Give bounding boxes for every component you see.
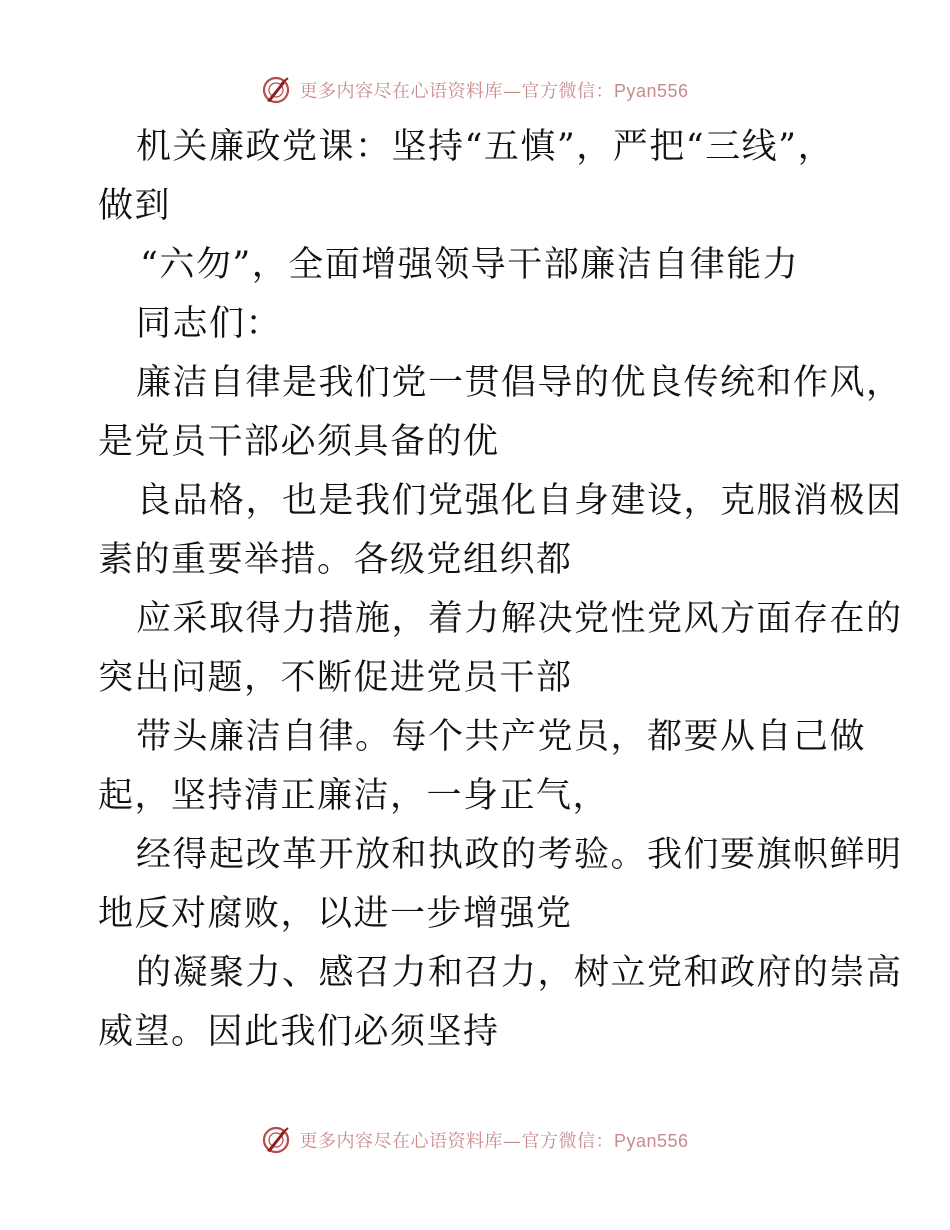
footer-watermark-banner: [0, 1120, 950, 1160]
salutation: 同志们：: [136, 304, 283, 344]
wechat-id: Pyan556: [613, 81, 689, 101]
quill-circle-logo-icon: [261, 1125, 291, 1155]
document-title-line-1: 机关廉政党课：坚持“五慎”，严把“三线”，: [136, 127, 835, 167]
paragraph-line: 良品格，也是我们党强化自身建设，克服消极因: [136, 481, 903, 521]
document-title-line-2: 做到: [98, 186, 172, 226]
header-watermark-banner: [0, 70, 950, 110]
paragraph-line: 带头廉洁自律。每个共产党员，都要从自己做: [136, 717, 867, 757]
paragraph-line: 威望。因此我们必须坚持: [98, 1012, 500, 1052]
paragraph-line: 是党员干部必须具备的优: [98, 422, 500, 462]
paragraph-line: 廉洁自律是我们党一贯倡导的优良传统和作风，: [136, 363, 903, 403]
paragraph-line: 的凝聚力、感召力和召力，树立党和政府的崇高: [136, 953, 903, 993]
quill-circle-logo-icon: [261, 75, 291, 105]
watermark-text: 更多内容尽在心语资料库—官方微信：Pyan556: [299, 81, 689, 102]
watermark-text: 更多内容尽在心语资料库—官方微信：Pyan556: [299, 1131, 689, 1152]
document-title-line-3: “六勿”，全面增强领导干部廉洁自律能力: [140, 245, 800, 285]
paragraph-line: 素的重要举措。各级党组织都: [98, 540, 573, 580]
paragraph-line: 应采取得力措施，着力解决党性党风方面存在的: [136, 599, 903, 639]
paragraph-line: 经得起改革开放和执政的考验。我们要旗帜鲜明: [136, 835, 903, 875]
wechat-id: Pyan556: [613, 1131, 689, 1151]
paragraph-line: 地反对腐败，以进一步增强党: [98, 894, 573, 934]
paragraph-line: 起，坚持清正廉洁，一身正气，: [98, 776, 610, 816]
paragraph-line: 突出问题，不断促进党员干部: [98, 658, 573, 698]
document-body: [98, 118, 903, 1062]
